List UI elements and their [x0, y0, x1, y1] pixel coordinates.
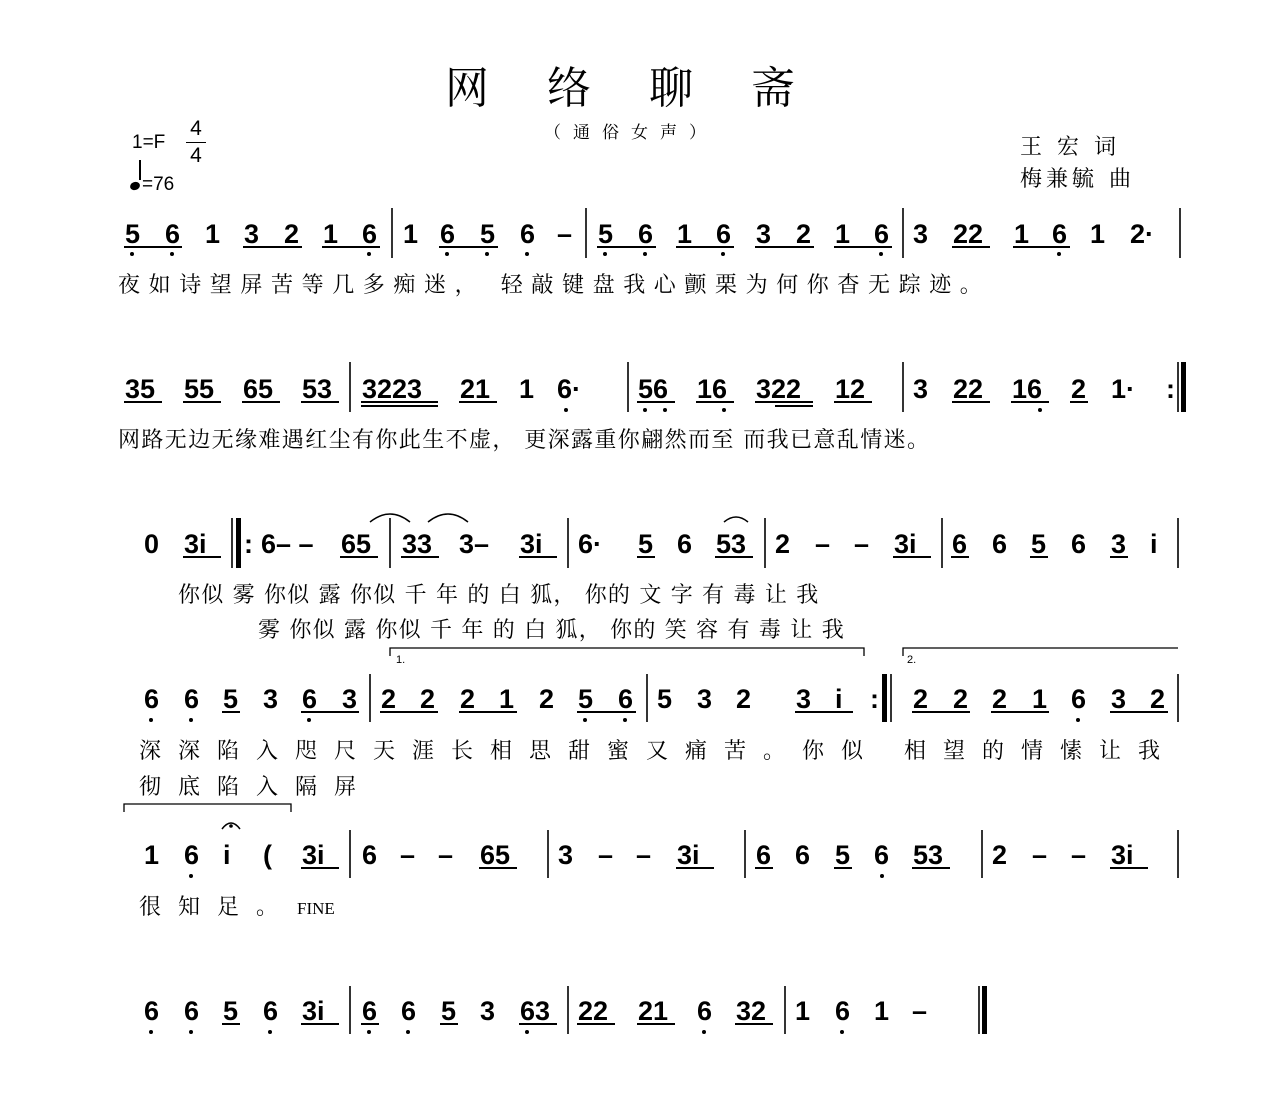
beams [124, 402, 1088, 406]
note: 6 [302, 684, 318, 714]
volta-2-label: 2. [907, 654, 917, 666]
lyricist-credit: 王 宏 词 [1020, 135, 1120, 160]
note: 3 [913, 219, 929, 249]
final-bar [982, 986, 987, 1034]
lyrics-line-2: 雾 你似 露 你似 千 年 的 白 狐， 你的 笑 容 有 毒 让 我 [258, 618, 845, 643]
note: 53 [302, 374, 333, 404]
note: 1· [1111, 374, 1136, 404]
note: 2 [736, 684, 752, 714]
note: 3i [520, 529, 543, 559]
note: 6 [184, 996, 200, 1026]
repeat-end-bar [1181, 362, 1186, 412]
repeat-end-bar [882, 674, 887, 722]
note: 2 [460, 684, 476, 714]
note: 1 [677, 219, 693, 249]
note: 1 [835, 219, 851, 249]
note: – [912, 996, 928, 1026]
note: i [223, 840, 231, 870]
note: 3 [263, 684, 279, 714]
note: 1 [403, 219, 419, 249]
note: 6 [362, 840, 378, 870]
note: 6 [795, 840, 811, 870]
system-5 [139, 823, 1178, 920]
note: 6 [618, 684, 634, 714]
note: 2 [796, 219, 812, 249]
time-signature-top: 4 [190, 117, 202, 140]
note: 3 [342, 684, 358, 714]
note: 5 [1031, 529, 1047, 559]
octave-dots [149, 718, 1080, 722]
lyrics-line: 很知足。 [139, 895, 296, 920]
note: 6– – [261, 529, 314, 559]
note: 3 [244, 219, 260, 249]
note: 6 [638, 219, 654, 249]
notes-row [144, 529, 1158, 559]
note: 5 [223, 684, 239, 714]
note: 6 [835, 996, 851, 1026]
note: 5 [441, 996, 457, 1026]
note: i [1150, 529, 1158, 559]
note: 2 [420, 684, 436, 714]
note: 6 [362, 996, 378, 1026]
note: 6 [263, 996, 279, 1026]
notes-row [144, 996, 927, 1026]
note: 65 [480, 840, 511, 870]
lyrics-line: 夜如诗望屏苦等几多痴迷， 轻敲键盘我心颤栗为何你杳无踪迹。 [118, 273, 991, 298]
note: 5 [657, 684, 673, 714]
lyrics-line: 网路无边无缘难遇红尘有你此生不虚， 更深露重你翩然而至 而我已意乱情迷。 [118, 428, 931, 453]
note: 2 [913, 684, 929, 714]
note: 65 [243, 374, 274, 404]
note: 3 [558, 840, 574, 870]
note: 5 [598, 219, 614, 249]
note: 3223 [362, 374, 423, 404]
note: 3 [697, 684, 713, 714]
note: 5 [835, 840, 851, 870]
note: 6 [677, 529, 693, 559]
notes-row [125, 219, 1154, 249]
note: – [557, 219, 573, 249]
note: 3 [480, 996, 496, 1026]
note: 0 [144, 529, 160, 559]
octave-dots [189, 874, 884, 878]
time-signature-bottom: 4 [190, 144, 202, 167]
note: 2 [775, 529, 791, 559]
note: 6 [716, 219, 732, 249]
note: 65 [341, 529, 372, 559]
note: 6 [165, 219, 181, 249]
volta-end-bracket [124, 804, 291, 812]
note: 6 [697, 996, 713, 1026]
note: – [636, 840, 652, 870]
notes-row [125, 374, 1175, 404]
note: 3– [459, 529, 490, 559]
note: 1 [519, 374, 535, 404]
note: i [835, 684, 843, 714]
note: 2 [992, 684, 1008, 714]
note: – [400, 840, 416, 870]
volta-1-label: 1. [396, 654, 406, 666]
note: 3 [1111, 529, 1127, 559]
note: 1 [323, 219, 339, 249]
note: 21 [460, 374, 491, 404]
note: 3i [302, 840, 325, 870]
note: ( [263, 840, 272, 870]
note: 33 [402, 529, 433, 559]
note: 6 [1071, 684, 1087, 714]
note: 1 [1032, 684, 1048, 714]
note: 3 [796, 684, 812, 714]
note: 55 [184, 374, 215, 404]
octave-dots [149, 1030, 844, 1034]
composer-credit: 梅兼毓 曲 [1020, 167, 1135, 192]
note: 6 [874, 840, 890, 870]
note: 6 [520, 219, 536, 249]
note: 2 [284, 219, 300, 249]
note: 6 [1052, 219, 1068, 249]
note: – [1032, 840, 1048, 870]
note: 6 [874, 219, 890, 249]
note: 22 [578, 996, 609, 1026]
notes-row [144, 840, 1134, 870]
note: 3i [302, 996, 325, 1026]
note: 6 [756, 840, 772, 870]
note: 16 [697, 374, 728, 404]
note: 322 [756, 374, 802, 404]
note: 5 [638, 529, 654, 559]
note: 1 [144, 840, 160, 870]
lyrics-line-1: 你似 雾 你似 露 你似 千 年 的 白 狐， 你的 文 字 有 毒 让 我 [178, 583, 820, 608]
note: 53 [716, 529, 747, 559]
note: 2 [1150, 684, 1166, 714]
key-signature: 1=F [132, 132, 166, 153]
note: – [1071, 840, 1087, 870]
note: 63 [520, 996, 551, 1026]
slurs [370, 514, 748, 522]
note: 2· [1130, 219, 1155, 249]
note: 3i [894, 529, 917, 559]
octave-dots [564, 408, 1042, 412]
note: 6 [144, 684, 160, 714]
note: 6 [184, 840, 200, 870]
note: 3 [756, 219, 772, 249]
note: 1 [499, 684, 515, 714]
volta-brackets [390, 648, 1178, 656]
note: 6 [401, 996, 417, 1026]
note: 5 [480, 219, 496, 249]
note: 6 [992, 529, 1008, 559]
note: 32 [736, 996, 767, 1026]
repeat-start-bar [236, 518, 241, 568]
note: 6· [557, 374, 582, 404]
note: 2 [992, 840, 1008, 870]
note: 6 [362, 219, 378, 249]
note: 21 [638, 996, 669, 1026]
note: 1 [1090, 219, 1106, 249]
note: 6 [440, 219, 456, 249]
system-4 [124, 674, 1178, 812]
note: 6 [144, 996, 160, 1026]
note: – [854, 529, 870, 559]
fine-marking: FINE [297, 899, 335, 918]
note: : [870, 684, 879, 714]
note: 2 [953, 684, 969, 714]
note: : [1166, 374, 1175, 404]
system-6 [144, 986, 987, 1034]
note: 3 [913, 374, 929, 404]
page-title: 网 络 聊 斋 [445, 63, 817, 114]
barlines [370, 674, 1178, 722]
note: 35 [125, 374, 156, 404]
note: 3i [184, 529, 207, 559]
note: – [438, 840, 454, 870]
note: 3i [677, 840, 700, 870]
system-1 [118, 208, 1180, 298]
note: 6 [952, 529, 968, 559]
note: 2 [1071, 374, 1087, 404]
note: 1 [205, 219, 221, 249]
notes-row [144, 684, 1165, 714]
note: 1 [1014, 219, 1030, 249]
system-3 [144, 514, 1178, 666]
note: 5 [578, 684, 594, 714]
note: 1 [874, 996, 890, 1026]
note: – [598, 840, 614, 870]
note: 6 [184, 684, 200, 714]
note: 22 [953, 374, 984, 404]
note: 3i [1111, 840, 1134, 870]
note: 1 [795, 996, 811, 1026]
note: 22 [953, 219, 984, 249]
note: : [244, 529, 253, 559]
note: 6· [578, 529, 603, 559]
fermata-icon [222, 823, 240, 829]
note: 53 [913, 840, 944, 870]
lyrics-line-2: 彻底陷入隔屏 [139, 775, 374, 800]
page-subtitle: （通俗女声） [544, 123, 718, 143]
note: 5 [125, 219, 141, 249]
octave-dots [130, 252, 1061, 256]
note: 12 [835, 374, 866, 404]
note: 6 [1071, 529, 1087, 559]
note: 3 [1111, 684, 1127, 714]
tempo-value: =76 [142, 174, 175, 195]
lyrics-line-1: 深深陷入咫尺天涯长相思甜蜜又痛苦。你似 相望的情愫让我 [139, 739, 1177, 764]
note: 56 [638, 374, 669, 404]
system-2 [118, 362, 1186, 453]
note: 5 [223, 996, 239, 1026]
note: 2 [381, 684, 397, 714]
note: – [815, 529, 831, 559]
note: 2 [539, 684, 555, 714]
note: 16 [1012, 374, 1043, 404]
